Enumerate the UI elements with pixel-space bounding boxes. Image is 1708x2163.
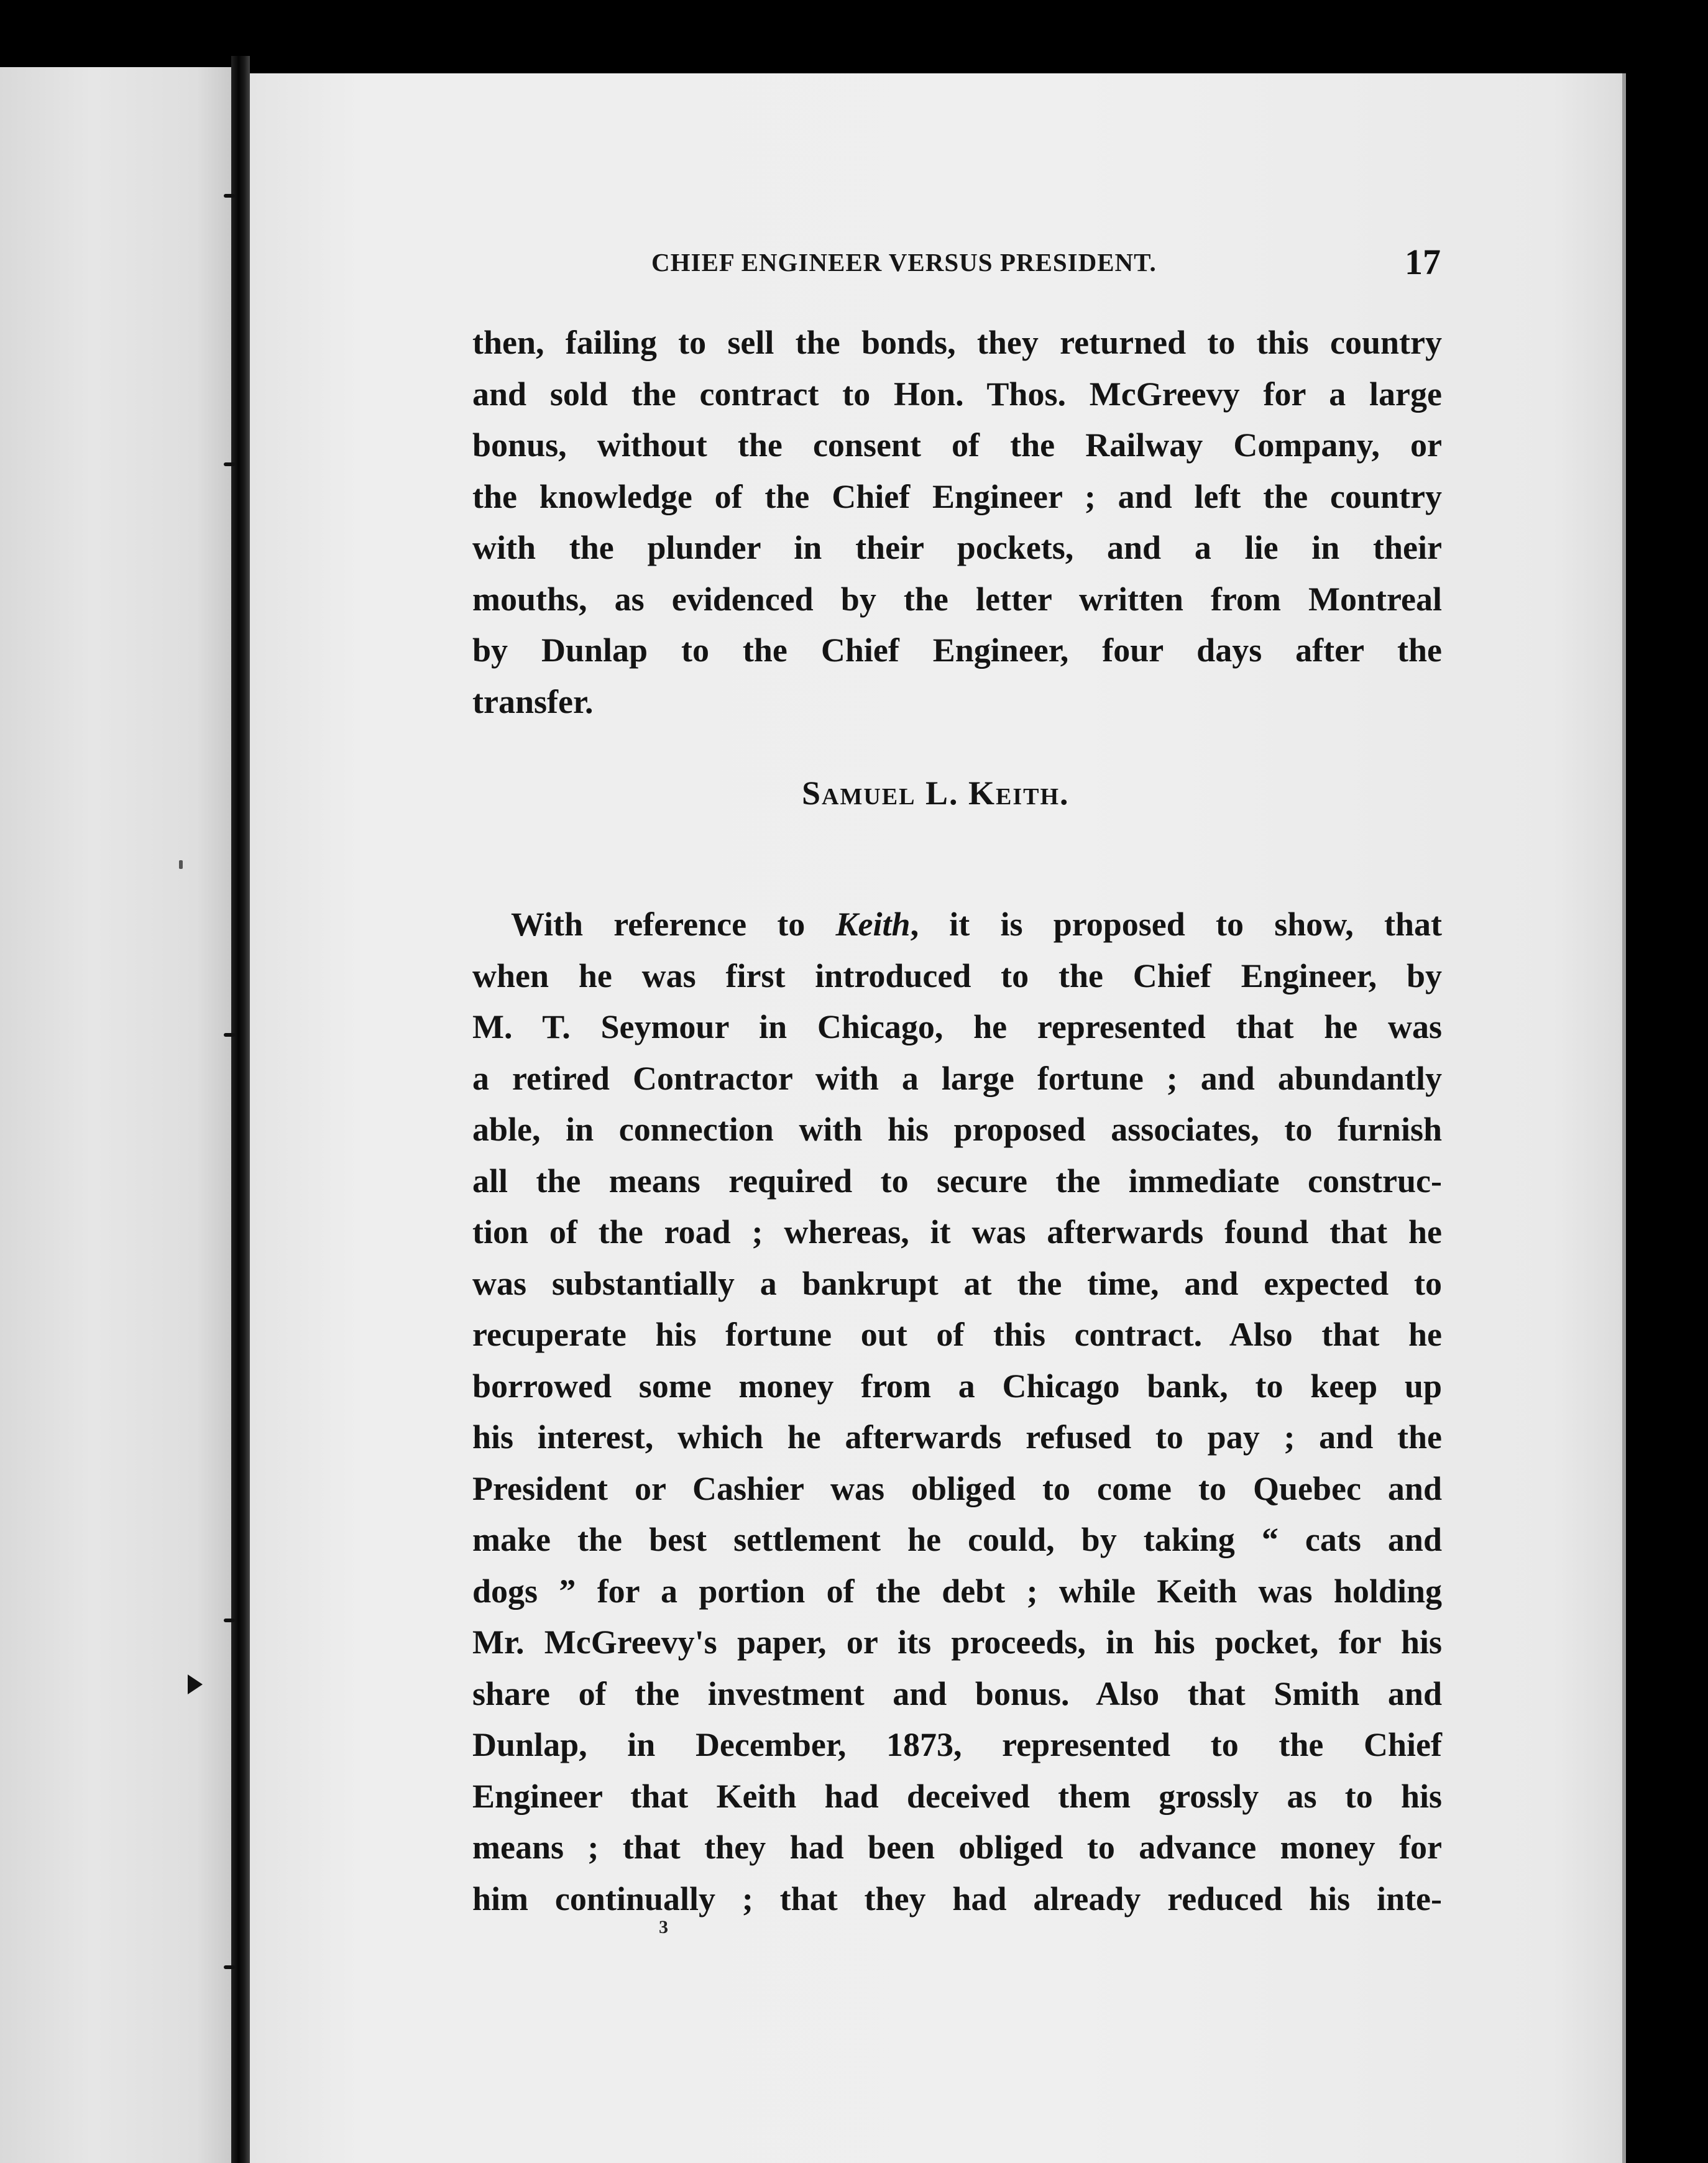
text-line: dogs ” for a portion of the debt ; while Keith was holding (472, 1572, 1442, 1610)
binding-stitch (224, 1965, 235, 1969)
paper-speck (179, 860, 183, 869)
text-line: share of the investment and bonus. Also that Smith and (472, 1674, 1442, 1712)
binding-stitch (224, 1619, 235, 1622)
text-line: recuperate his fortune out of this contract. Also that he (472, 1316, 1442, 1353)
text-line: was substantially a bankrupt at the time, and expected to (472, 1264, 1442, 1302)
page-edge-shadow (1622, 73, 1626, 2163)
text-line: him continually ; that they had already reduced his inte- (472, 1880, 1442, 1917)
binding-stitch (224, 462, 235, 466)
text-line: bonus, without the consent of the Railway Company, or (472, 426, 1442, 464)
text-line: his interest, which he afterwards refused to pay ; and the (472, 1418, 1442, 1456)
text-line: borrowed some money from a Chicago bank, to keep up (472, 1367, 1442, 1405)
text-line: Mr. McGreevy's paper, or its proceeds, in his pocket, for his (472, 1623, 1442, 1661)
previous-page-edge (0, 67, 231, 2163)
text-line: tion of the road ; whereas, it was afterwards found that he (472, 1213, 1442, 1251)
binding-stitch (224, 1033, 235, 1037)
text-line: by Dunlap to the Chief Engineer, four days after the (472, 631, 1442, 669)
text-line: and sold the contract to Hon. Thos. McGreevy for a large (472, 375, 1442, 413)
paragraph-continuation (472, 317, 1442, 727)
text-fragment: , it is proposed to show, that (910, 906, 1442, 943)
text-line: Engineer that Keith had deceived them grossly as to his (472, 1777, 1442, 1815)
text-line-first (472, 899, 1442, 950)
paragraph-keith (472, 899, 1442, 1924)
text-line: Dunlap, in December, 1873, represented to the Chief (472, 1726, 1442, 1763)
text-line: mouths, as evidenced by the letter written from Montreal (472, 580, 1442, 618)
arrow-marker-icon (188, 1674, 203, 1694)
text-line: President or Cashier was obliged to come to Quebec and (472, 1469, 1442, 1507)
text-line: make the best settlement he could, by taking “ cats and (472, 1521, 1442, 1558)
text-line: the knowledge of the Chief Engineer ; and left the country (472, 477, 1442, 515)
page-number: 17 (1405, 242, 1441, 282)
text-fragment: With reference to (511, 906, 836, 943)
binding-stitch (224, 194, 235, 198)
section-heading: Samuel L. Keith. (802, 774, 1070, 812)
text-line: a retired Contractor with a large fortune ; and abundantly (472, 1059, 1442, 1097)
text-line: means ; that they had been obliged to advance money for (472, 1829, 1442, 1866)
running-title: CHIEF ENGINEER VERSUS PRESIDENT. (651, 248, 1157, 277)
text-line: when he was first introduced to the Chief Engineer, by (472, 957, 1442, 994)
text-line: able, in connection with his proposed associates, to furnish (472, 1111, 1442, 1148)
text-line: transfer. (472, 682, 594, 720)
book-gutter (231, 56, 250, 2163)
printer-signature-mark: 3 (659, 1917, 668, 1937)
text-line: all the means required to secure the immediate construc- (472, 1162, 1442, 1200)
text-line: M. T. Seymour in Chicago, he represented that he was (472, 1008, 1442, 1045)
italic-name: Keith (835, 906, 911, 943)
text-line: then, failing to sell the bonds, they returned to this country (472, 324, 1442, 361)
text-line: with the plunder in their pockets, and a lie in their (472, 529, 1442, 566)
